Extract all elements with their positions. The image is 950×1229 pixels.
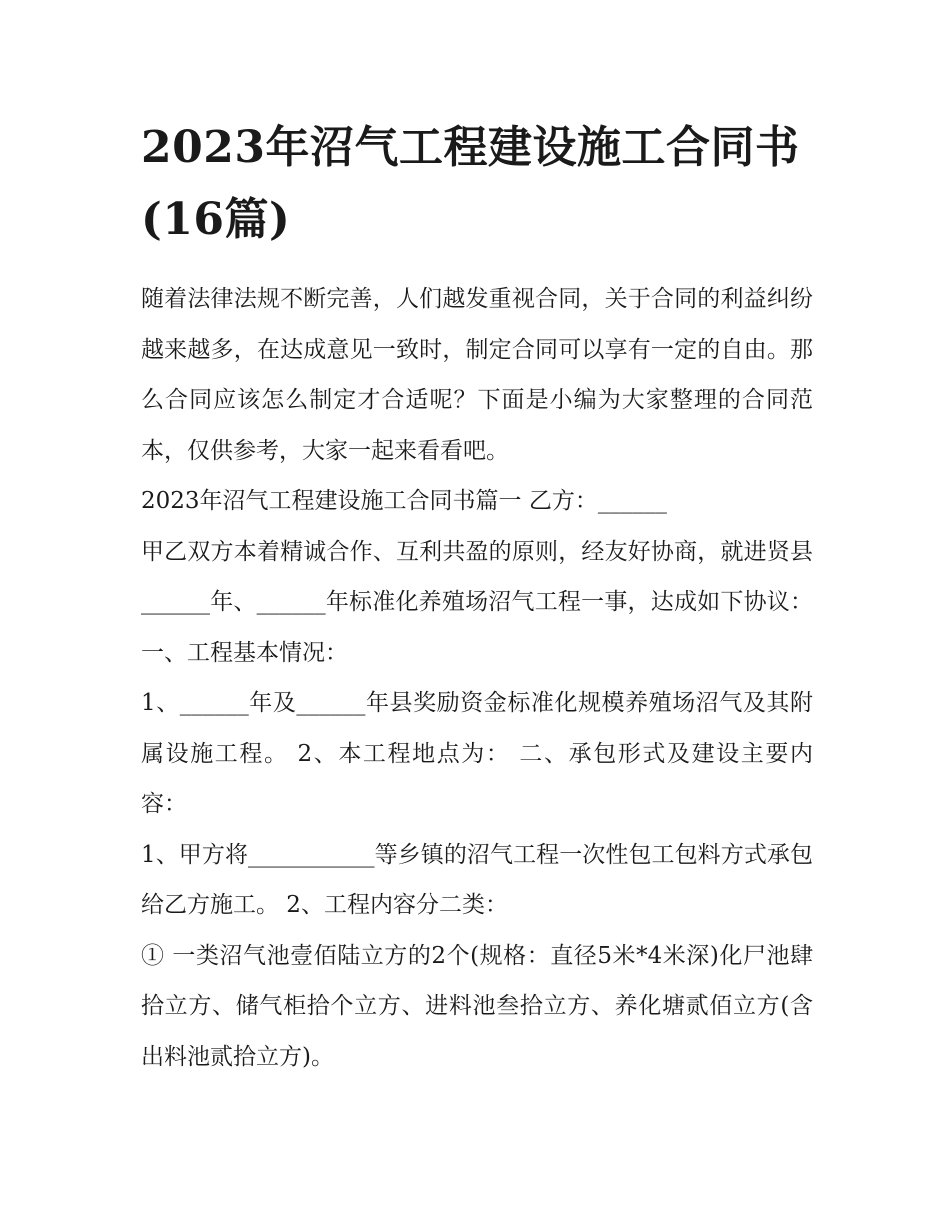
section-heading-paragraph: 2023年沼气工程建设施工合同书篇一 乙方：______ <box>141 488 667 514</box>
document-page <box>141 112 813 1082</box>
agreement-paragraph: 甲乙双方本着精诚合作、互利共盈的原则，经友好协商，就进贤县______年、______年标准化养殖场沼气工程一事，达成如下协议： 一、工程基本情况： <box>141 538 813 666</box>
project-info-paragraph: 1、______年及______年县奖励资金标准化规模养殖场沼气及其附属设施工程。 2、本工程地点为： 二、承包形式及建设主要内容： <box>141 690 813 817</box>
project-spec-paragraph: ① 一类沼气池壹佰陆立方的2个(规格：直径5米*4米深)化尸池肆拾立方、储气柜拾个立方、进料池叁拾立方、养化塘贰佰立方(含出料池贰拾立方)。 <box>141 942 813 1070</box>
document-title: 2023年沼气工程建设施工合同书(16篇) <box>141 122 800 245</box>
document-body <box>141 274 813 1082</box>
intro-paragraph: 随着法律法规不断完善，人们越发重视合同，关于合同的利益纠纷越来越多，在达成意见一致时，制定合同可以享有一定的自由。那么合同应该怎么制定才合适呢？下面是小编为大家整理的合同范本，仅供参考，大家一起来看看吧。 <box>141 286 813 464</box>
contract-form-paragraph: 1、甲方将___________等乡镇的沼气工程一次性包工包料方式承包给乙方施工。 2、工程内容分二类： <box>141 841 813 918</box>
